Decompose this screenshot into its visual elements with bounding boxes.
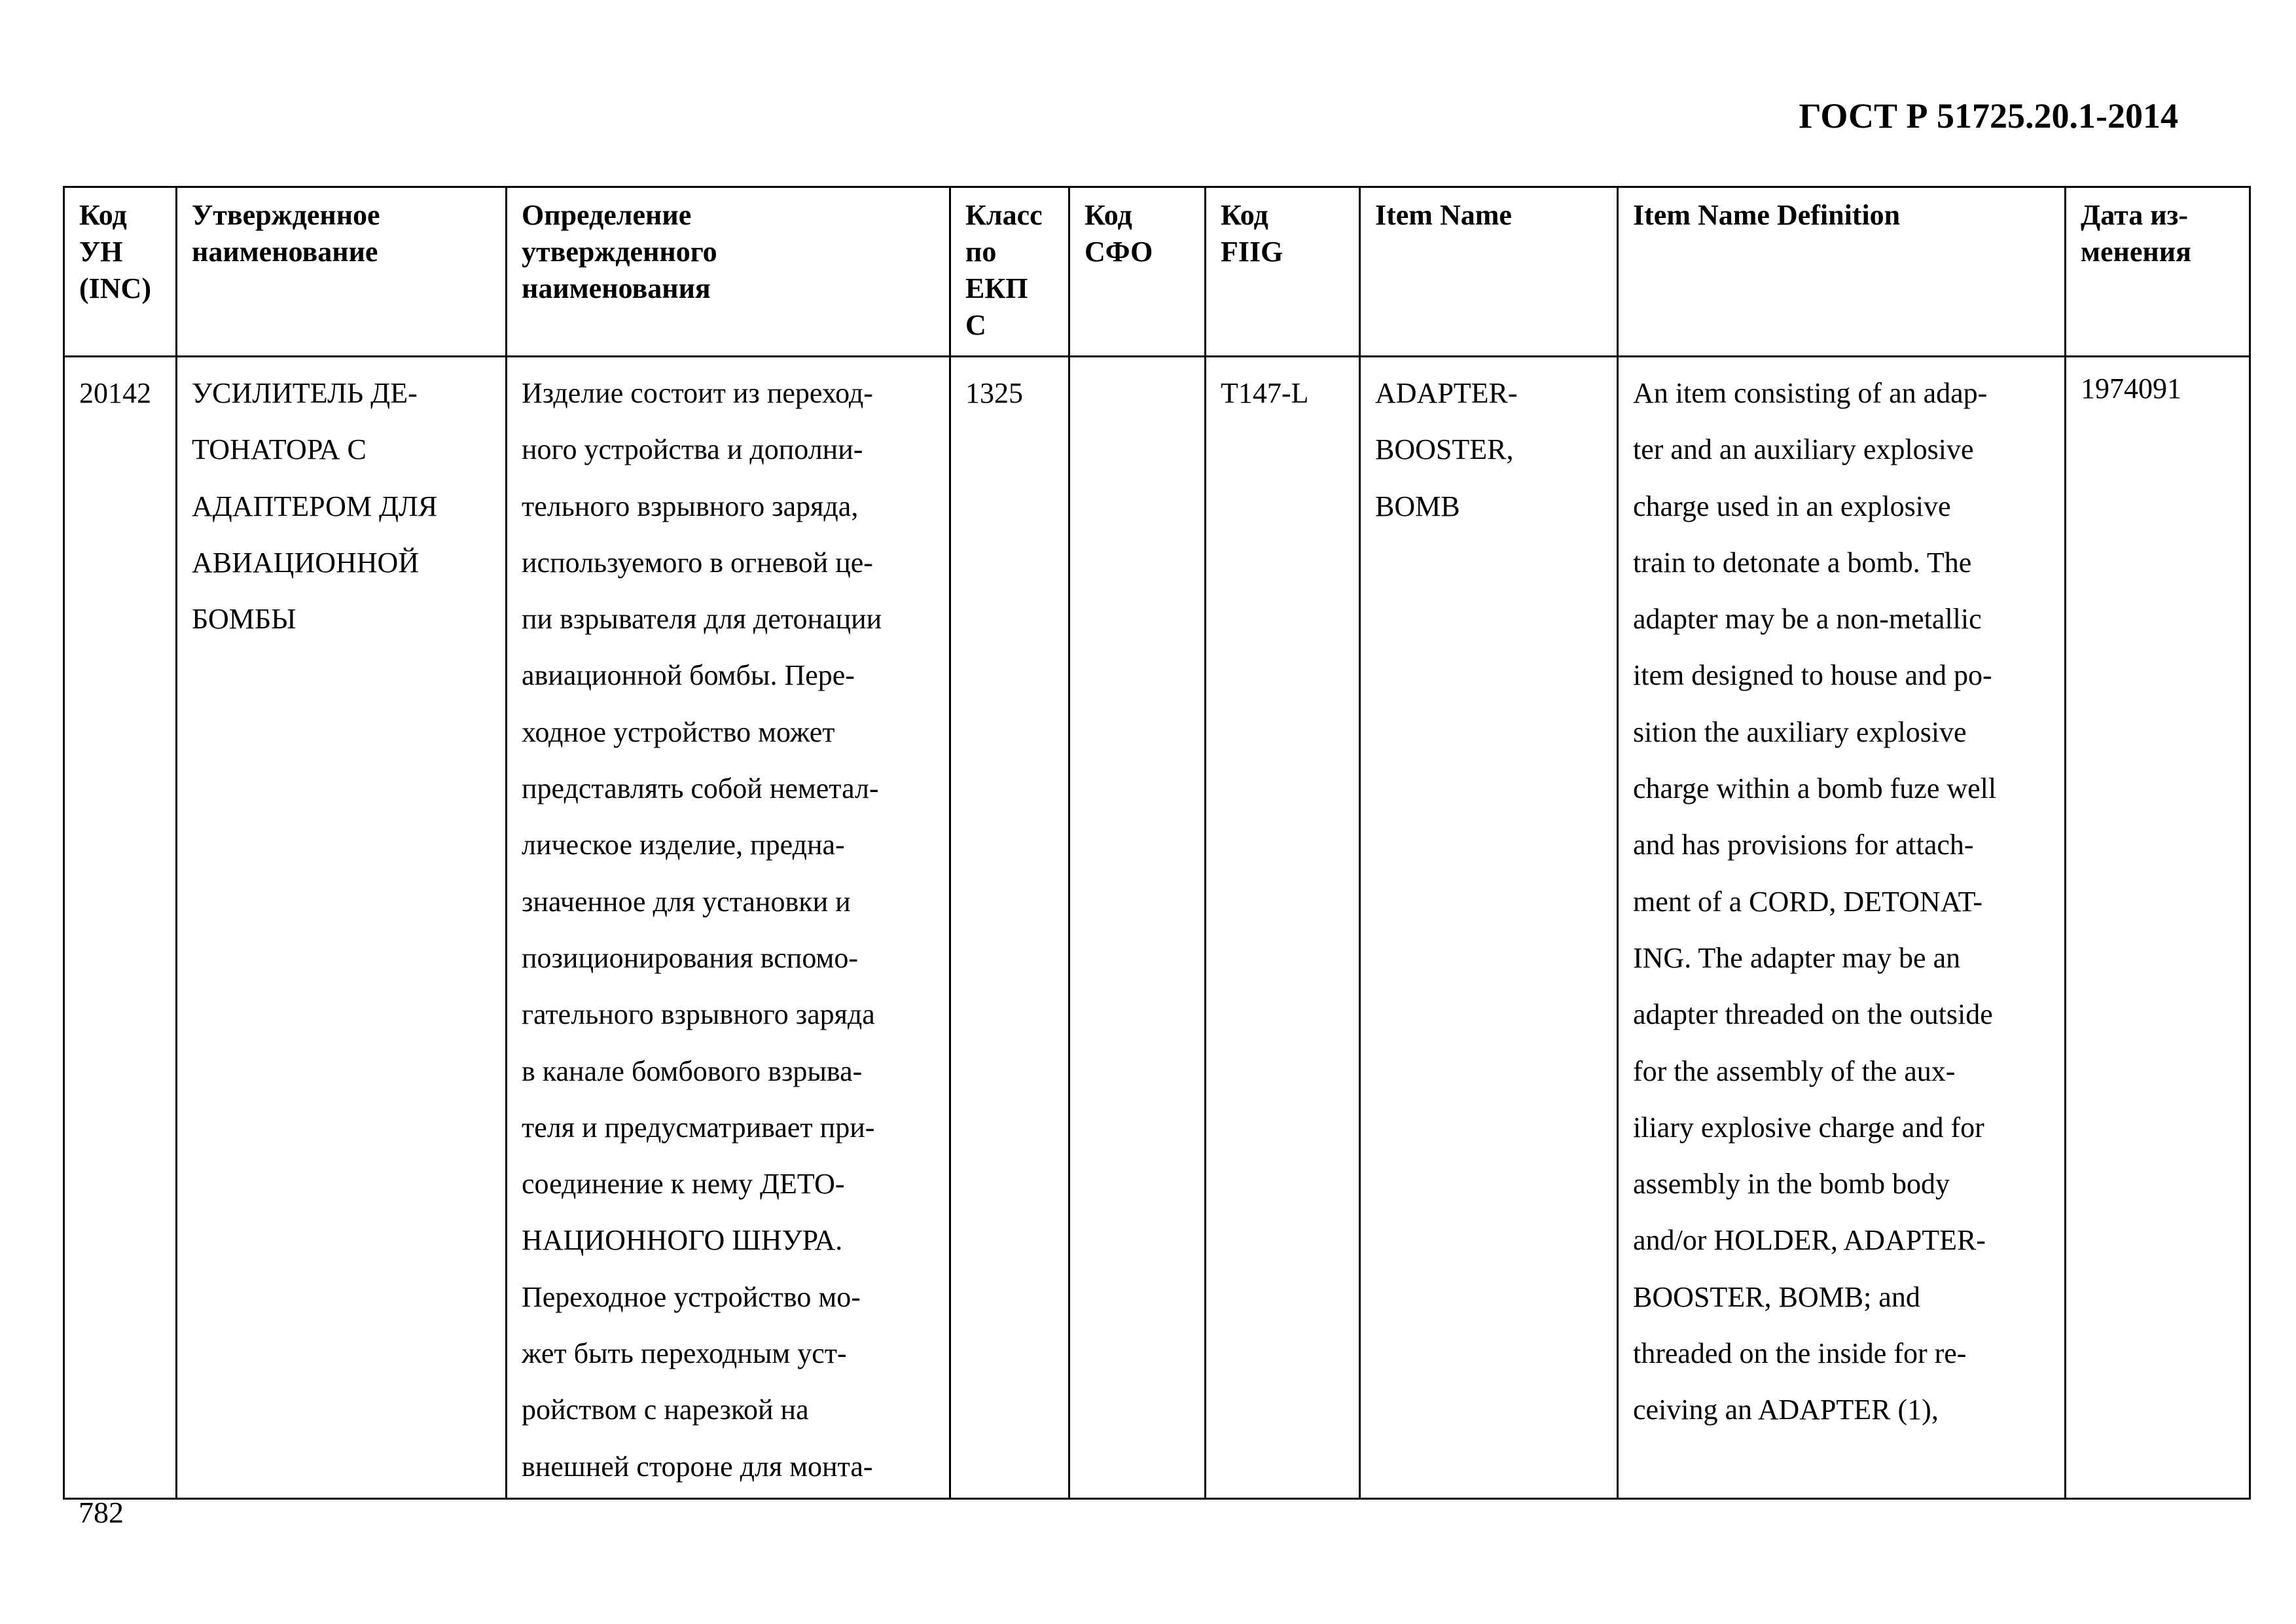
text-line: тельного взрывного заряда,: [522, 490, 859, 522]
header-approved-name: Утвержденное наименование: [177, 187, 507, 357]
header-approved-name-definition: Определение утвержденного наименования: [507, 187, 950, 357]
text-line: charge used in an explosive: [1633, 490, 1951, 522]
text-line: BOOSTER, BOMB; and: [1633, 1280, 1920, 1313]
text-line: АДАПТЕРОМ ДЛЯ: [192, 490, 438, 522]
text-line: АВИАЦИОННОЙ: [192, 546, 420, 579]
text-line: ТОНАТОРА С: [192, 433, 367, 466]
text-line: значенное для установки и: [522, 885, 851, 918]
header-fiig-code: Код FIIG: [1206, 187, 1360, 357]
text-line: for the assembly of the aux-: [1633, 1055, 1956, 1087]
text-line: гательного взрывного заряда: [522, 998, 875, 1031]
text-line: adapter may be a non-metallic: [1633, 603, 1982, 636]
cell-sfo-code: [1069, 357, 1206, 1499]
cell-inc-code: 20142: [64, 357, 177, 1499]
text-line: пи взрывателя для детонации: [522, 603, 882, 636]
text-line: в канале бомбового взрыва-: [522, 1055, 863, 1087]
header-inc-code: Код УН (INC): [64, 187, 177, 357]
text-line: assembly in the bomb body: [1633, 1168, 1950, 1200]
header-item-name-definition: Item Name Definition: [1618, 187, 2066, 357]
text-line: ter and an auxiliary explosive: [1633, 433, 1974, 466]
cell-class: 1325: [950, 357, 1069, 1499]
text-line: ADAPTER-: [1375, 377, 1518, 409]
text-line: threaded on the inside for re-: [1633, 1337, 1967, 1370]
table-row: [64, 357, 2250, 1499]
text-line: ройством с нарезкой на: [522, 1394, 809, 1426]
text-line: УСИЛИТЕЛЬ ДЕ-: [192, 377, 418, 409]
text-line: Изделие состоит из переход-: [522, 377, 873, 409]
page-number: 782: [79, 1496, 124, 1529]
header-item-name: Item Name: [1360, 187, 1618, 357]
cell-approved-name: [177, 357, 507, 1499]
cell-approved-name-definition: [507, 357, 950, 1499]
table-header-row: [64, 187, 2250, 357]
item-name-table: [63, 186, 2251, 1500]
text-line: item designed to house and po-: [1633, 659, 1992, 692]
text-line: ment of a CORD, DETONAT-: [1633, 885, 1983, 918]
text-line: представлять собой неметал-: [522, 772, 879, 805]
text-line: and/or HOLDER, ADAPTER-: [1633, 1224, 1986, 1257]
text-line: НАЦИОННОГО ШНУРА.: [522, 1224, 843, 1257]
text-line: ceiving an ADAPTER (1),: [1633, 1394, 1939, 1426]
text-line: and has provisions for attach-: [1633, 829, 1974, 861]
text-line: iliary explosive charge and for: [1633, 1111, 1984, 1144]
text-line: ного устройства и дополни-: [522, 433, 863, 466]
header-class: Класс по ЕКП С: [950, 187, 1069, 357]
text-line: BOMB: [1375, 490, 1460, 522]
text-line: авиационной бомбы. Пере-: [522, 659, 855, 692]
text-line: sition the auxiliary explosive: [1633, 715, 1967, 748]
text-line: ING. The adapter may be an: [1633, 941, 1961, 974]
text-line: An item consisting of an adap-: [1633, 377, 1988, 409]
document-standard-title: ГОСТ Р 51725.20.1-2014: [1799, 96, 2178, 135]
text-line: используемого в огневой це-: [522, 546, 873, 579]
text-line: BOOSTER,: [1375, 433, 1514, 466]
text-line: charge within a bomb fuze well: [1633, 772, 1997, 805]
cell-fiig-code: T147-L: [1206, 357, 1360, 1499]
text-line: теля и предусматривает при-: [522, 1111, 875, 1144]
text-line: внешней стороне для монта-: [522, 1450, 873, 1483]
header-change-date: Дата из- менения: [2066, 187, 2250, 357]
text-line: adapter threaded on the outside: [1633, 998, 1993, 1031]
cell-change-date: 1974091: [2066, 357, 2250, 1499]
header-sfo-code: Код СФО: [1069, 187, 1206, 357]
text-line: БОМБЫ: [192, 603, 296, 636]
text-line: соединение к нему ДЕТО-: [522, 1168, 845, 1200]
text-line: жет быть переходным уст-: [522, 1337, 847, 1370]
cell-item-name: [1360, 357, 1618, 1499]
cell-item-name-definition: [1618, 357, 2066, 1499]
text-line: Переходное устройство мо-: [522, 1280, 861, 1313]
text-line: ходное устройство может: [522, 715, 835, 748]
text-line: позиционирования вспомо-: [522, 941, 858, 974]
text-line: train to detonate a bomb. The: [1633, 546, 1972, 579]
text-line: лическое изделие, предна-: [522, 829, 845, 861]
